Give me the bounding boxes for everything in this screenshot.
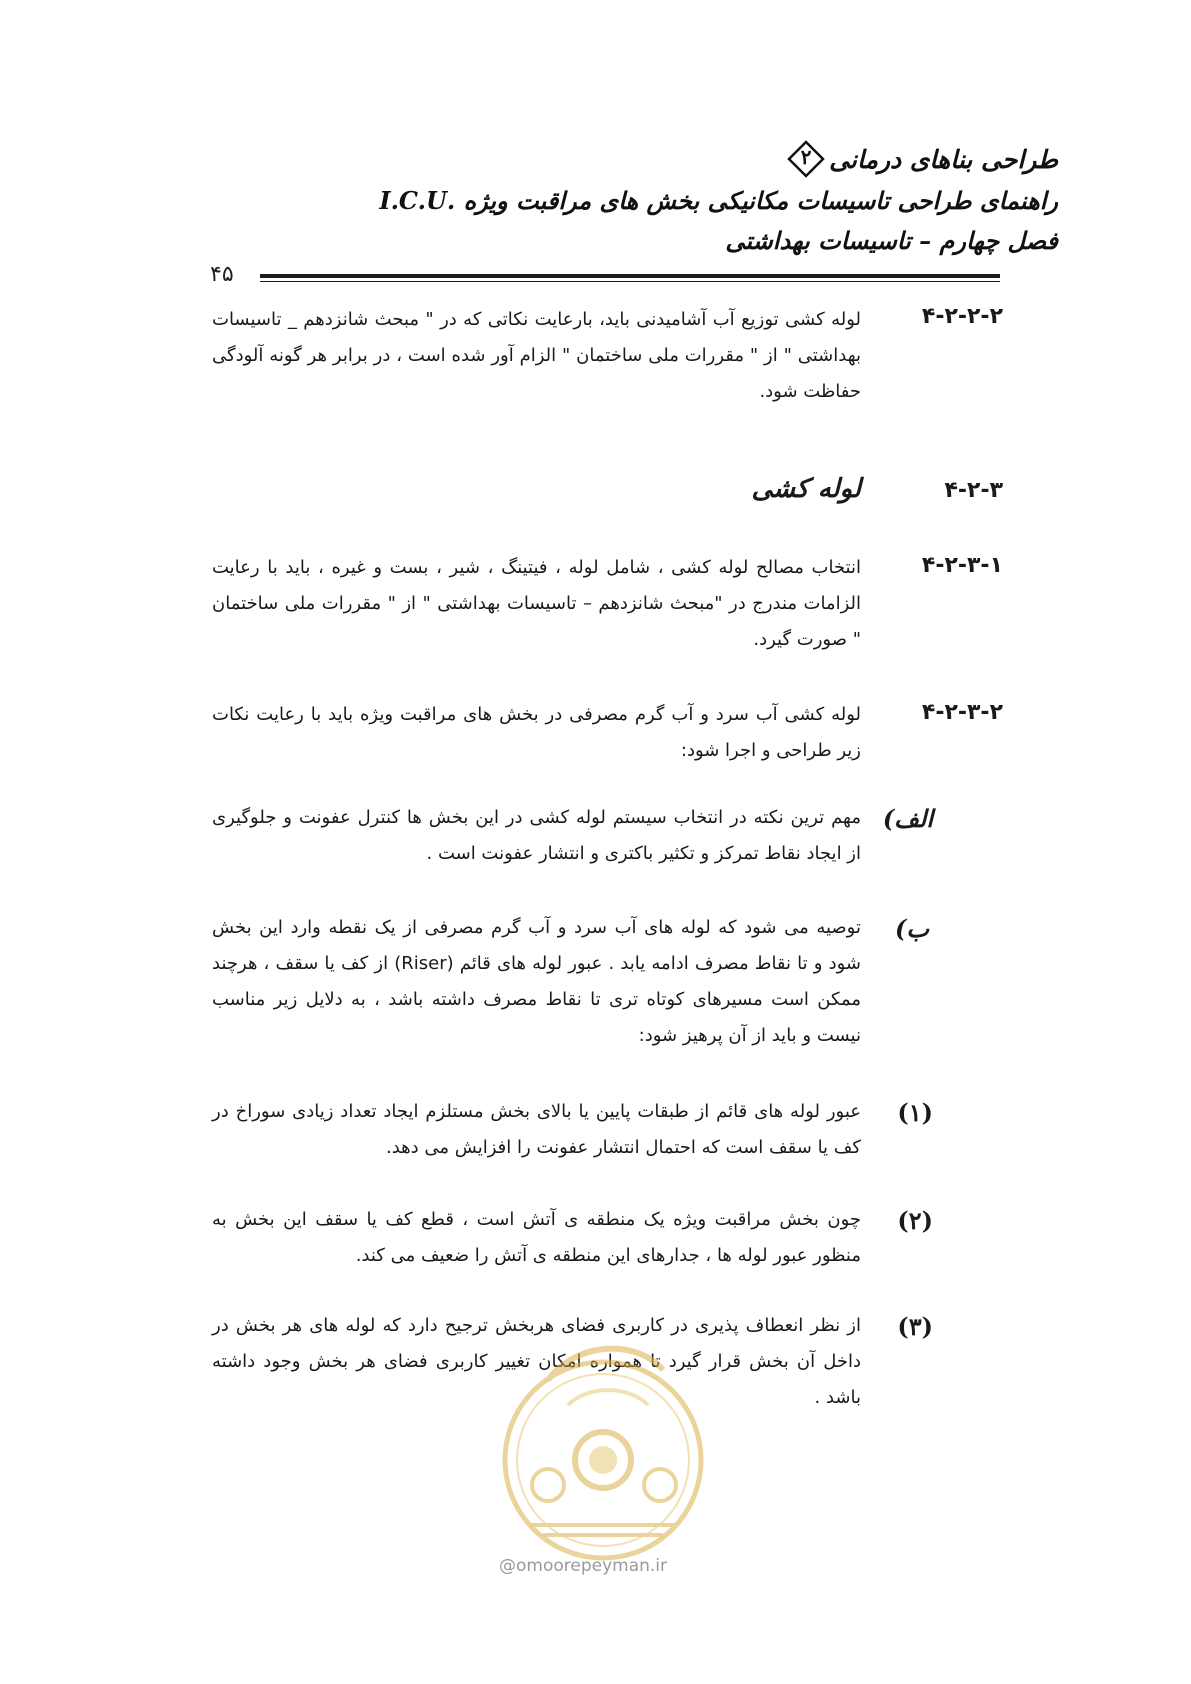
list-marker: (۱) (897, 1098, 933, 1127)
header-chapter-title: فصل چهارم – تاسیسات بهداشتی (725, 226, 1058, 255)
section-number: ۴-۲-۳-۱ (921, 553, 1003, 578)
list-marker: (۲) (897, 1206, 933, 1235)
header-guide-title: راهنمای طراحی تاسیسات مکانیکی بخش های مراقبت ویژه .I.C.U (379, 186, 1058, 215)
header-rule (260, 274, 1000, 278)
header-rule-thin (260, 281, 1000, 282)
list-marker: (۳) (897, 1312, 933, 1341)
section-number: ۴-۲-۲-۲ (921, 304, 1003, 329)
list-marker: ب) (895, 914, 929, 943)
section-number: ۴-۲-۳-۲ (921, 700, 1003, 725)
watermark-url: @omoorepeyman.ir (499, 1556, 668, 1576)
paragraph: لوله کشی آب سرد و آب گرم مصرفی در بخش های مراقبت ویژه باید با رعایت نکات زیر طراحی و اجرا شود: (212, 704, 861, 761)
header-book-title (787, 140, 1058, 178)
paragraph: توصیه می شود که لوله های آب سرد و آب گرم مصرفی از یک نقطه وارد این بخش شود و تا نقاط مصرف ادامه یابد . عبور لوله های قائم (Riser) از کف یا سقف ، هرچند ممکن است مسیرهای کوتاه تری تا نقاط مصرف داشته باشد ، به دلایل زیر مناسب نیست و باید از آن پرهیز شود: (212, 917, 862, 1046)
paragraph: از نظر انعطاف پذیری در کاربری فضای هربخش ترجیح دارد که لوله های هر بخش در داخل آن بخش قرار گیرد تا همواره امکان تغییر کاربری فضای هر بخش وجود داشته باشد . (212, 1315, 861, 1408)
volume-number: ۲ (800, 145, 812, 169)
watermark-logo-icon (488, 1310, 718, 1570)
paragraph: چون بخش مراقبت ویژه یک منطقه ی آتش است ، قطع کف یا سقف این بخش به منظور عبور لوله ها ، جدارهای این منطقه ی آتش را ضعیف می کند. (212, 1209, 861, 1266)
section-title: لوله کشی (751, 474, 861, 504)
paragraph: مهم ترین نکته در انتخاب سیستم لوله کشی در این بخش ها کنترل عفونت و جلوگیری از ایجاد نقاط تمرکز و تکثیر باکتری و انتشار عفونت است . (212, 807, 861, 864)
volume-badge (787, 140, 825, 178)
paragraph: عبور لوله های قائم از طبقات پایین یا بالای بخش مستلزم ایجاد تعداد زیادی سوراخ در کف یا سقف است که احتمال انتشار عفونت را افزایش می دهد. (212, 1101, 861, 1158)
section-number: ۴-۲-۳ (944, 478, 1003, 503)
header-title-text: طراحی بناهای درمانی (829, 144, 1058, 174)
paragraph: انتخاب مصالح لوله کشی ، شامل لوله ، فیتینگ ، شیر ، بست و غیره ، باید با رعایت الزامات مندرج در "مبحث شانزدهم – تاسیسات بهداشتی " از " مقررات ملی ساختمان " صورت گیرد. (212, 557, 861, 650)
page-number: ۴۵ (210, 262, 234, 287)
paragraph: لوله کشی توزیع آب آشامیدنی باید، بارعایت نکاتی که در " مبحث شانزدهم _ تاسیسات بهداشتی " از " مقررات ملی ساختمان " الزام آور شده است ، در برابر هر گونه آلودگی حفاظت شود. (212, 309, 861, 402)
list-marker: الف) (882, 804, 933, 833)
